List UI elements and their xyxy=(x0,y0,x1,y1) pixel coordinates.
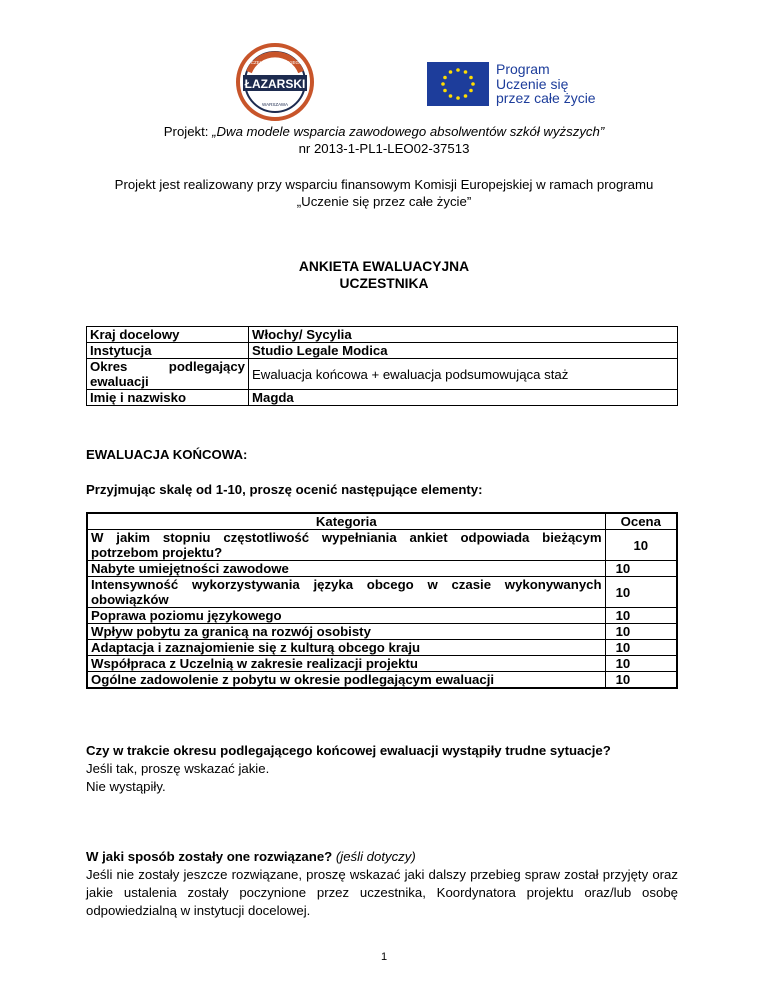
project-line xyxy=(60,124,708,140)
info-row xyxy=(87,327,678,343)
page-title: ANKIETA EWALUACYJNA xyxy=(298,259,470,274)
info-key: Imię i nazwisko xyxy=(87,390,249,406)
project-title: „Dwa modele wsparcia zawodowego absolwentów szkół wyższych” xyxy=(212,124,605,139)
rating-score: 10 xyxy=(605,577,677,608)
eu-text-line2: Uczenie się xyxy=(496,75,569,92)
section-instruction: Przyjmując skalę od 1-10, proszę ocenić następujące elementy: xyxy=(86,482,483,497)
participant-info-table xyxy=(86,326,678,406)
section-heading: EWALUACJA KOŃCOWA: xyxy=(86,447,248,462)
page-subtitle: UCZESTNIKA xyxy=(339,276,429,291)
lazarski-ring-text: UCZELNIA ŁAZARSKIEGO xyxy=(247,60,303,65)
rating-score: 10 xyxy=(605,530,677,561)
rating-score: 10 xyxy=(605,561,677,577)
rating-row xyxy=(87,530,677,561)
info-value: Studio Legale Modica xyxy=(249,343,678,359)
lazarski-name: ŁAZARSKI xyxy=(244,77,306,91)
eu-program-logo xyxy=(427,62,627,108)
info-value: Włochy/ Sycylia xyxy=(249,327,678,343)
rating-row xyxy=(87,624,677,640)
rating-category: Wpływ pobytu za granicą na rozwój osobisty xyxy=(87,624,605,640)
rating-category: Nabyte umiejętności zawodowe xyxy=(87,561,605,577)
rating-category: W jakim stopniu częstotliwość wypełniania ankiet odpowiada bieżącym potrzebom projektu? xyxy=(87,530,605,561)
q2-question-note: (jeśli dotyczy) xyxy=(335,849,416,864)
rating-score: 10 xyxy=(605,640,677,656)
eu-text-line3: przez całe życie xyxy=(496,90,596,106)
funding-line-2: „Uczenie się przez całe życie” xyxy=(296,194,472,209)
rating-row xyxy=(87,561,677,577)
rating-table xyxy=(86,512,678,689)
q1-hint: Jeśli tak, proszę wskazać jakie. xyxy=(86,761,270,776)
lazarski-city: WARSZAWA xyxy=(262,102,288,107)
q1-question: Czy w trakcie okresu podlegającego końcowej ewaluacji wystąpiły trudne sytuacje? xyxy=(86,743,611,758)
rating-category: Poprawa poziomu językowego xyxy=(87,608,605,624)
rating-row xyxy=(87,640,677,656)
rating-category: Współpraca z Uczelnią w zakresie realizacji projektu xyxy=(87,656,605,672)
info-key: Kraj docelowy xyxy=(87,327,249,343)
rating-row xyxy=(87,672,677,689)
info-value: Ewaluacja końcowa + ewaluacja podsumowująca staż xyxy=(249,359,678,390)
info-key: Instytucja xyxy=(87,343,249,359)
rating-header-row xyxy=(87,513,677,530)
rating-category: Adaptacja i zaznajomienie się z kulturą obcego kraju xyxy=(87,640,605,656)
q1-answer: Nie wystąpiły. xyxy=(86,779,166,794)
funding-line-1: Projekt jest realizowany przy wsparciu finansowym Komisji Europejskiej w ramach programu xyxy=(114,177,654,192)
rating-col-category: Kategoria xyxy=(87,513,605,530)
project-prefix: Projekt: xyxy=(163,124,213,139)
q2-question-line xyxy=(86,848,678,866)
page-number: 1 xyxy=(380,951,388,963)
info-value: Magda xyxy=(249,390,678,406)
rating-score: 10 xyxy=(605,624,677,640)
eu-flag-icon xyxy=(427,62,489,106)
project-number: nr 2013-1-PL1-LEO02-37513 xyxy=(298,141,470,156)
info-row xyxy=(87,343,678,359)
rating-row xyxy=(87,577,677,608)
rating-category: Ogólne zadowolenie z pobytu w okresie podlegającym ewaluacji xyxy=(87,672,605,689)
eu-text-line1: Program xyxy=(496,61,550,77)
rating-row xyxy=(87,656,677,672)
rating-score: 10 xyxy=(605,656,677,672)
info-row xyxy=(87,359,678,390)
info-key: Okres podlegający ewaluacji xyxy=(87,359,249,390)
q2-hint: Jeśli nie zostały jeszcze rozwiązane, proszę wskazać jaki dalszy przebieg spraw został przyjęty oraz jakie ustalenia zostały poczynione przez uczestnika, Koordynatora projektu oraz/lub osobę odpowiedzialną w instytucji docelowej. xyxy=(86,867,678,918)
rating-col-score: Ocena xyxy=(605,513,677,530)
info-row xyxy=(87,390,678,406)
lazarski-logo xyxy=(235,42,315,122)
q2-question: W jaki sposób zostały one rozwiązane? xyxy=(86,849,333,864)
eu-program-text xyxy=(496,62,626,106)
rating-score: 10 xyxy=(605,608,677,624)
rating-row xyxy=(87,608,677,624)
rating-category: Intensywność wykorzystywania języka obcego w czasie wykonywanych obowiązków xyxy=(87,577,605,608)
rating-score: 10 xyxy=(605,672,677,689)
